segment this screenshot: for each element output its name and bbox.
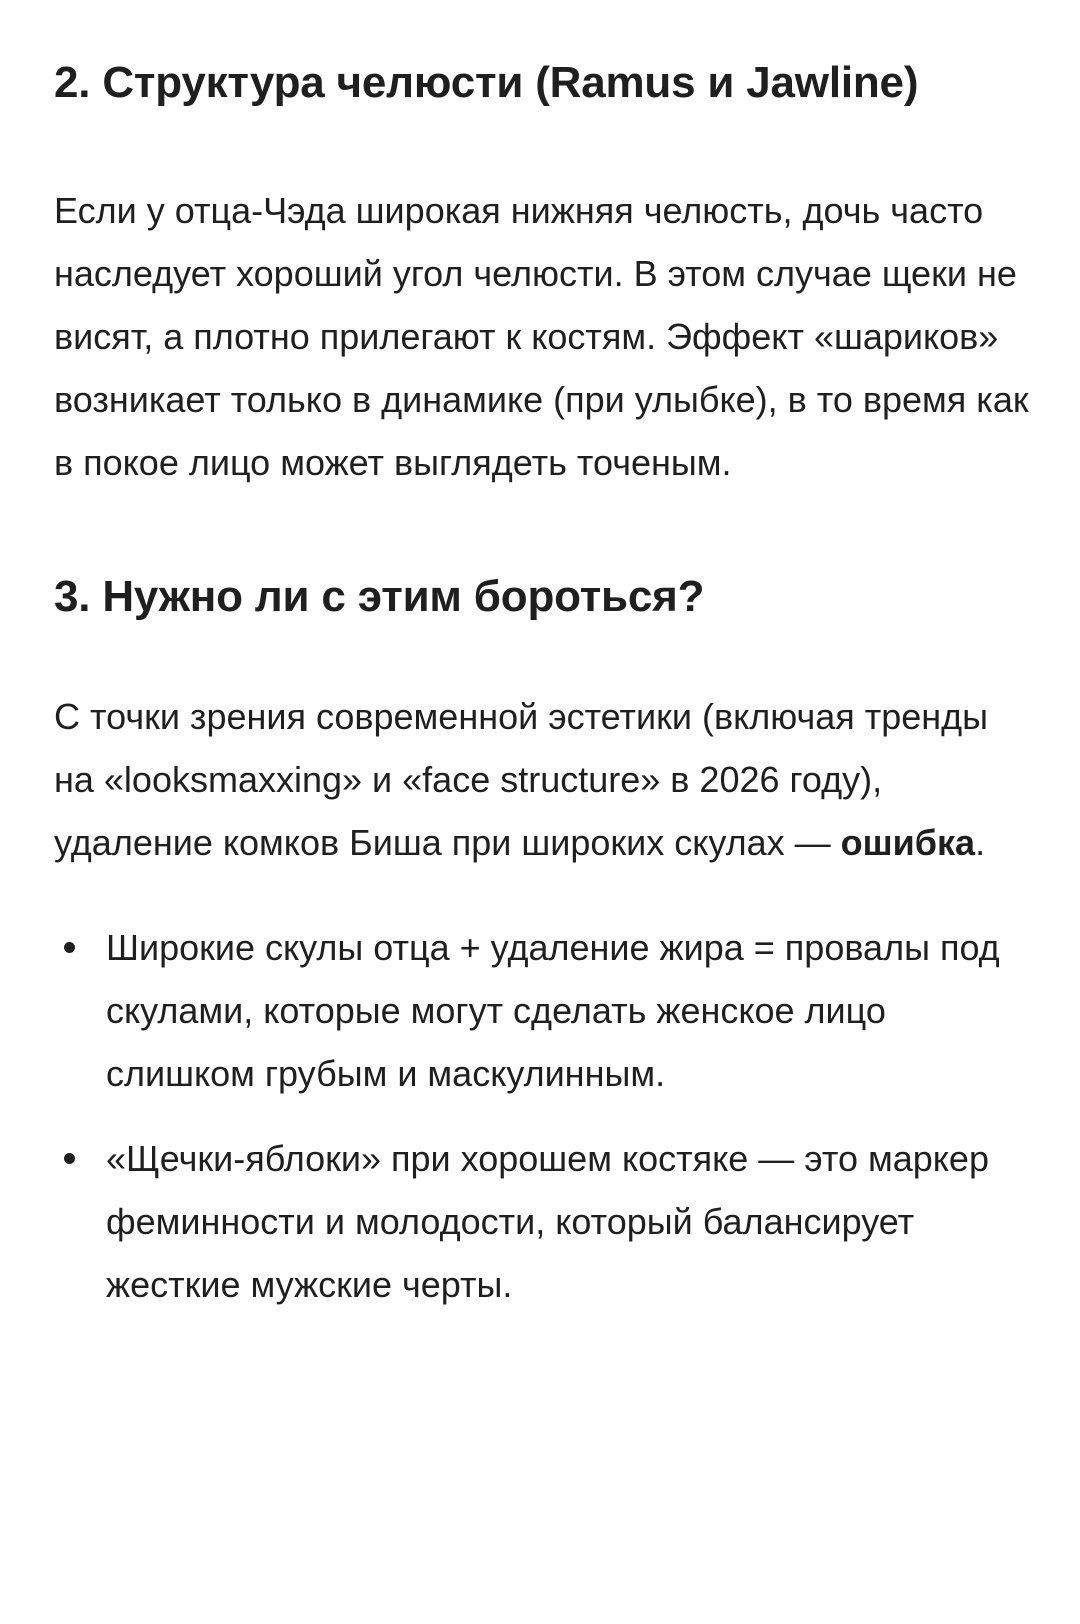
section-paragraph-jaw-structure: Если у отца-Чэда широкая нижняя челюсть, дочь часто наследует хороший угол челюсти. В этом случае щеки не висят, а плотно прилегают к костям. Эффект «шариков» возникает только в динамике (при улыбке), в то время как в покое лицо может выглядеть точеным. (54, 190, 1029, 483)
section-heading-jaw-structure: 2. Структура челюсти (Ramus и Jawline) (54, 58, 919, 107)
list-item (54, 916, 1030, 1105)
list-item-text: «Щечки-яблоки» при хорошем костяке — это маркер феминности и молодости, который балансирует жесткие мужские черты. (106, 1138, 989, 1305)
paragraph-end: . (975, 822, 986, 863)
section-paragraph-should-fight (54, 685, 1030, 874)
list-item (54, 1127, 1030, 1316)
section-heading-should-fight: 3. Нужно ли с этим бороться? (54, 572, 705, 621)
bullet-dot-icon (64, 942, 75, 953)
bullet-list (54, 916, 1030, 1316)
bullet-dot-icon (64, 1153, 75, 1164)
list-item-text: Широкие скулы отца + удаление жира = провалы под скулами, которые могут сделать женское лицо слишком грубым и маскулинным. (106, 927, 1000, 1094)
paragraph-text: С точки зрения современной эстетики (включая тренды на «looksmaxxing» и «face structure» в 2026 году), удаление комков Биша при широких скулах — (54, 696, 989, 863)
emphasis-error: ошибка (840, 822, 976, 863)
